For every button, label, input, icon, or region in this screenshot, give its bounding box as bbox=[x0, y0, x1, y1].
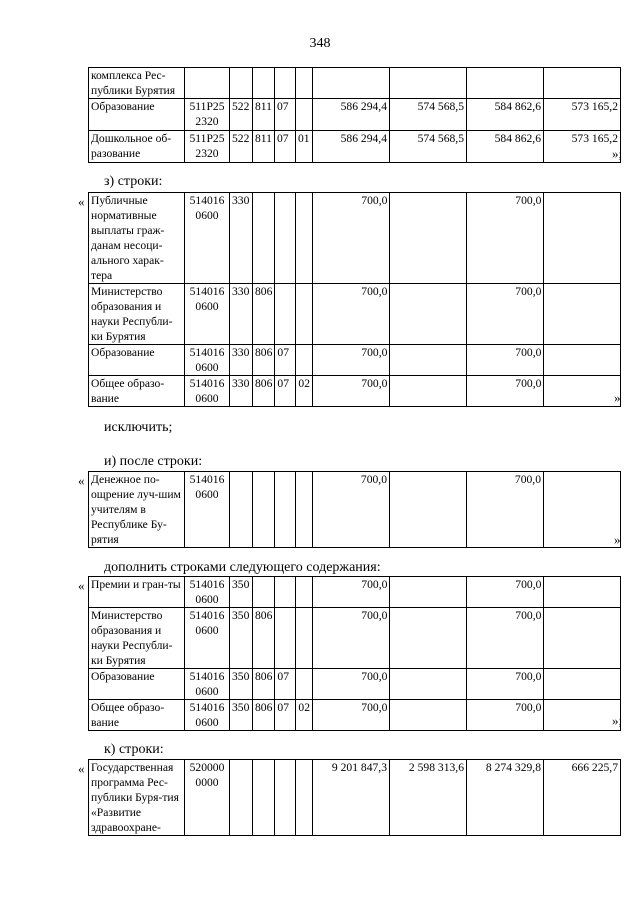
closing-quote: » bbox=[614, 532, 621, 547]
cell-gr: 806 bbox=[253, 669, 275, 700]
cell-rz: 07 bbox=[275, 376, 296, 407]
table-body bbox=[89, 760, 621, 836]
cell-gr bbox=[253, 577, 275, 608]
cell-name: Общее образо-вание bbox=[89, 700, 185, 731]
cell-value-3: 700,0 bbox=[467, 669, 544, 700]
cell-value-2 bbox=[390, 700, 467, 731]
closing-quote: »; bbox=[612, 146, 623, 161]
heading-k: к) строки: bbox=[104, 742, 164, 757]
table-row bbox=[89, 760, 621, 836]
cell-value-2 bbox=[390, 577, 467, 608]
cell-code: 514016 0600 bbox=[185, 669, 230, 700]
cell-value-1: 700,0 bbox=[313, 376, 390, 407]
cell-pr bbox=[296, 472, 313, 548]
cell-value-4: 573 165,2 bbox=[544, 99, 621, 131]
table-body bbox=[89, 193, 621, 407]
cell-value-4 bbox=[544, 577, 621, 608]
cell-value-3: 700,0 bbox=[467, 577, 544, 608]
cell-value-3: 8 274 329,8 bbox=[467, 760, 544, 836]
table-body bbox=[89, 472, 621, 548]
cell-rz: 07 bbox=[275, 99, 296, 131]
table-row bbox=[89, 131, 621, 163]
cell-value-1: 700,0 bbox=[313, 608, 390, 669]
cell-gr bbox=[253, 760, 275, 836]
table-row bbox=[89, 608, 621, 669]
cell-vr: 350 bbox=[230, 577, 253, 608]
heading-add: дополнить строками следующего содержания: bbox=[104, 560, 381, 575]
cell-rz bbox=[275, 68, 296, 99]
cell-value-3: 584 862,6 bbox=[467, 131, 544, 163]
cell-value-3: 700,0 bbox=[467, 700, 544, 731]
cell-value-1: 700,0 bbox=[313, 284, 390, 345]
table-row bbox=[89, 376, 621, 407]
cell-pr: 02 bbox=[296, 376, 313, 407]
cell-value-2 bbox=[390, 345, 467, 376]
cell-value-4 bbox=[544, 193, 621, 284]
cell-gr bbox=[253, 193, 275, 284]
cell-pr bbox=[296, 284, 313, 345]
cell-name: Министерство образования и науки Республи-ки Бурятия bbox=[89, 608, 185, 669]
cell-vr bbox=[230, 760, 253, 836]
cell-pr bbox=[296, 669, 313, 700]
cell-name: Образование bbox=[89, 669, 185, 700]
cell-gr bbox=[253, 68, 275, 99]
table-row bbox=[89, 193, 621, 284]
cell-rz bbox=[275, 193, 296, 284]
cell-pr bbox=[296, 760, 313, 836]
cell-gr: 811 bbox=[253, 131, 275, 163]
cell-code: 511Р25 2320 bbox=[185, 99, 230, 131]
cell-code: 514016 0600 bbox=[185, 472, 230, 548]
cell-vr: 350 bbox=[230, 700, 253, 731]
cell-rz: 07 bbox=[275, 700, 296, 731]
cell-value-4: 573 165,2 bbox=[544, 131, 621, 163]
cell-rz bbox=[275, 284, 296, 345]
cell-value-3: 584 862,6 bbox=[467, 99, 544, 131]
cell-value-4 bbox=[544, 345, 621, 376]
opening-quote: « bbox=[78, 578, 85, 593]
cell-value-3: 700,0 bbox=[467, 193, 544, 284]
cell-gr: 806 bbox=[253, 376, 275, 407]
table-body bbox=[89, 577, 621, 731]
budget-table-4 bbox=[88, 576, 621, 731]
table-body bbox=[89, 68, 621, 163]
cell-value-2: 574 568,5 bbox=[390, 131, 467, 163]
budget-table-5 bbox=[88, 759, 621, 836]
cell-value-2: 2 598 313,6 bbox=[390, 760, 467, 836]
cell-code: 514016 0600 bbox=[185, 345, 230, 376]
cell-value-3: 700,0 bbox=[467, 376, 544, 407]
cell-value-1 bbox=[313, 68, 390, 99]
table-row bbox=[89, 345, 621, 376]
cell-value-1: 700,0 bbox=[313, 345, 390, 376]
cell-rz: 07 bbox=[275, 131, 296, 163]
cell-value-1: 586 294,4 bbox=[313, 131, 390, 163]
cell-vr: 350 bbox=[230, 669, 253, 700]
cell-code: 514016 0600 bbox=[185, 284, 230, 345]
cell-value-3: 700,0 bbox=[467, 472, 544, 548]
page-number: 348 bbox=[309, 36, 331, 51]
cell-value-1: 700,0 bbox=[313, 577, 390, 608]
cell-code: 514016 0600 bbox=[185, 193, 230, 284]
cell-value-1: 586 294,4 bbox=[313, 99, 390, 131]
cell-value-4 bbox=[544, 472, 621, 548]
cell-name: Публичные нормативные выплаты граж-данам несоци-ального харак-тера bbox=[89, 193, 185, 284]
cell-gr bbox=[253, 472, 275, 548]
cell-value-4 bbox=[544, 608, 621, 669]
cell-value-4 bbox=[544, 700, 621, 731]
cell-value-1: 700,0 bbox=[313, 193, 390, 284]
cell-pr bbox=[296, 193, 313, 284]
cell-value-2 bbox=[390, 68, 467, 99]
cell-vr: 330 bbox=[230, 193, 253, 284]
cell-value-3: 700,0 bbox=[467, 345, 544, 376]
opening-quote: « bbox=[78, 194, 85, 209]
cell-code: 514016 0600 bbox=[185, 376, 230, 407]
cell-pr bbox=[296, 68, 313, 99]
cell-value-1: 700,0 bbox=[313, 472, 390, 548]
cell-vr: 522 bbox=[230, 99, 253, 131]
cell-name: Денежное по-ощрение луч-шим учителям в Республике Бу-рятия bbox=[89, 472, 185, 548]
table-row bbox=[89, 284, 621, 345]
heading-z: з) строки: bbox=[104, 174, 163, 189]
table-row bbox=[89, 669, 621, 700]
cell-value-2 bbox=[390, 472, 467, 548]
cell-gr: 806 bbox=[253, 700, 275, 731]
cell-pr bbox=[296, 99, 313, 131]
cell-value-3: 700,0 bbox=[467, 608, 544, 669]
cell-pr: 02 bbox=[296, 700, 313, 731]
cell-value-4 bbox=[544, 284, 621, 345]
cell-gr: 811 bbox=[253, 99, 275, 131]
cell-name: Государственная программа Рес-публики Буря-тия «Развитие здравоохране- bbox=[89, 760, 185, 836]
cell-name: комплекса Рес-публики Бурятия bbox=[89, 68, 185, 99]
cell-value-2 bbox=[390, 193, 467, 284]
cell-gr: 806 bbox=[253, 284, 275, 345]
cell-value-4 bbox=[544, 376, 621, 407]
cell-rz bbox=[275, 472, 296, 548]
cell-code bbox=[185, 68, 230, 99]
cell-value-2: 574 568,5 bbox=[390, 99, 467, 131]
opening-quote: « bbox=[78, 761, 85, 776]
cell-value-3 bbox=[467, 68, 544, 99]
cell-name: Премии и гран-ты bbox=[89, 577, 185, 608]
cell-value-1: 700,0 bbox=[313, 669, 390, 700]
cell-value-2 bbox=[390, 669, 467, 700]
budget-table-3 bbox=[88, 471, 621, 548]
cell-name: Образование bbox=[89, 99, 185, 131]
cell-gr: 806 bbox=[253, 345, 275, 376]
cell-value-1: 9 201 847,3 bbox=[313, 760, 390, 836]
heading-i: и) после строки: bbox=[104, 454, 203, 469]
cell-code: 511Р25 2320 bbox=[185, 131, 230, 163]
cell-name: Министерство образования и науки Республи-ки Бурятия bbox=[89, 284, 185, 345]
cell-code: 520000 0000 bbox=[185, 760, 230, 836]
cell-vr: 330 bbox=[230, 345, 253, 376]
cell-vr bbox=[230, 68, 253, 99]
table-row bbox=[89, 472, 621, 548]
cell-rz: 07 bbox=[275, 345, 296, 376]
cell-name: Дошкольное об-разование bbox=[89, 131, 185, 163]
cell-code: 514016 0600 bbox=[185, 700, 230, 731]
table-row bbox=[89, 577, 621, 608]
cell-name: Образование bbox=[89, 345, 185, 376]
cell-pr: 01 bbox=[296, 131, 313, 163]
cell-vr bbox=[230, 472, 253, 548]
cell-rz bbox=[275, 577, 296, 608]
heading-exclude: исключить; bbox=[104, 420, 173, 435]
cell-rz bbox=[275, 608, 296, 669]
cell-pr bbox=[296, 345, 313, 376]
cell-value-2 bbox=[390, 608, 467, 669]
cell-value-4: 666 225,7 bbox=[544, 760, 621, 836]
budget-table-1 bbox=[88, 67, 621, 163]
cell-name: Общее образо-вание bbox=[89, 376, 185, 407]
cell-value-1: 700,0 bbox=[313, 700, 390, 731]
table-row bbox=[89, 700, 621, 731]
table-row bbox=[89, 99, 621, 131]
cell-code: 514016 0600 bbox=[185, 577, 230, 608]
cell-pr bbox=[296, 577, 313, 608]
cell-vr: 330 bbox=[230, 284, 253, 345]
cell-vr: 522 bbox=[230, 131, 253, 163]
cell-pr bbox=[296, 608, 313, 669]
closing-quote: »; bbox=[612, 713, 623, 728]
budget-table-2 bbox=[88, 192, 621, 407]
cell-vr: 330 bbox=[230, 376, 253, 407]
table-row bbox=[89, 68, 621, 99]
cell-vr: 350 bbox=[230, 608, 253, 669]
cell-rz bbox=[275, 760, 296, 836]
cell-value-4 bbox=[544, 68, 621, 99]
cell-value-2 bbox=[390, 376, 467, 407]
cell-code: 514016 0600 bbox=[185, 608, 230, 669]
cell-value-3: 700,0 bbox=[467, 284, 544, 345]
cell-gr: 806 bbox=[253, 608, 275, 669]
cell-value-2 bbox=[390, 284, 467, 345]
opening-quote: « bbox=[78, 473, 85, 488]
closing-quote: » bbox=[614, 390, 621, 405]
cell-value-4 bbox=[544, 669, 621, 700]
cell-rz: 07 bbox=[275, 669, 296, 700]
